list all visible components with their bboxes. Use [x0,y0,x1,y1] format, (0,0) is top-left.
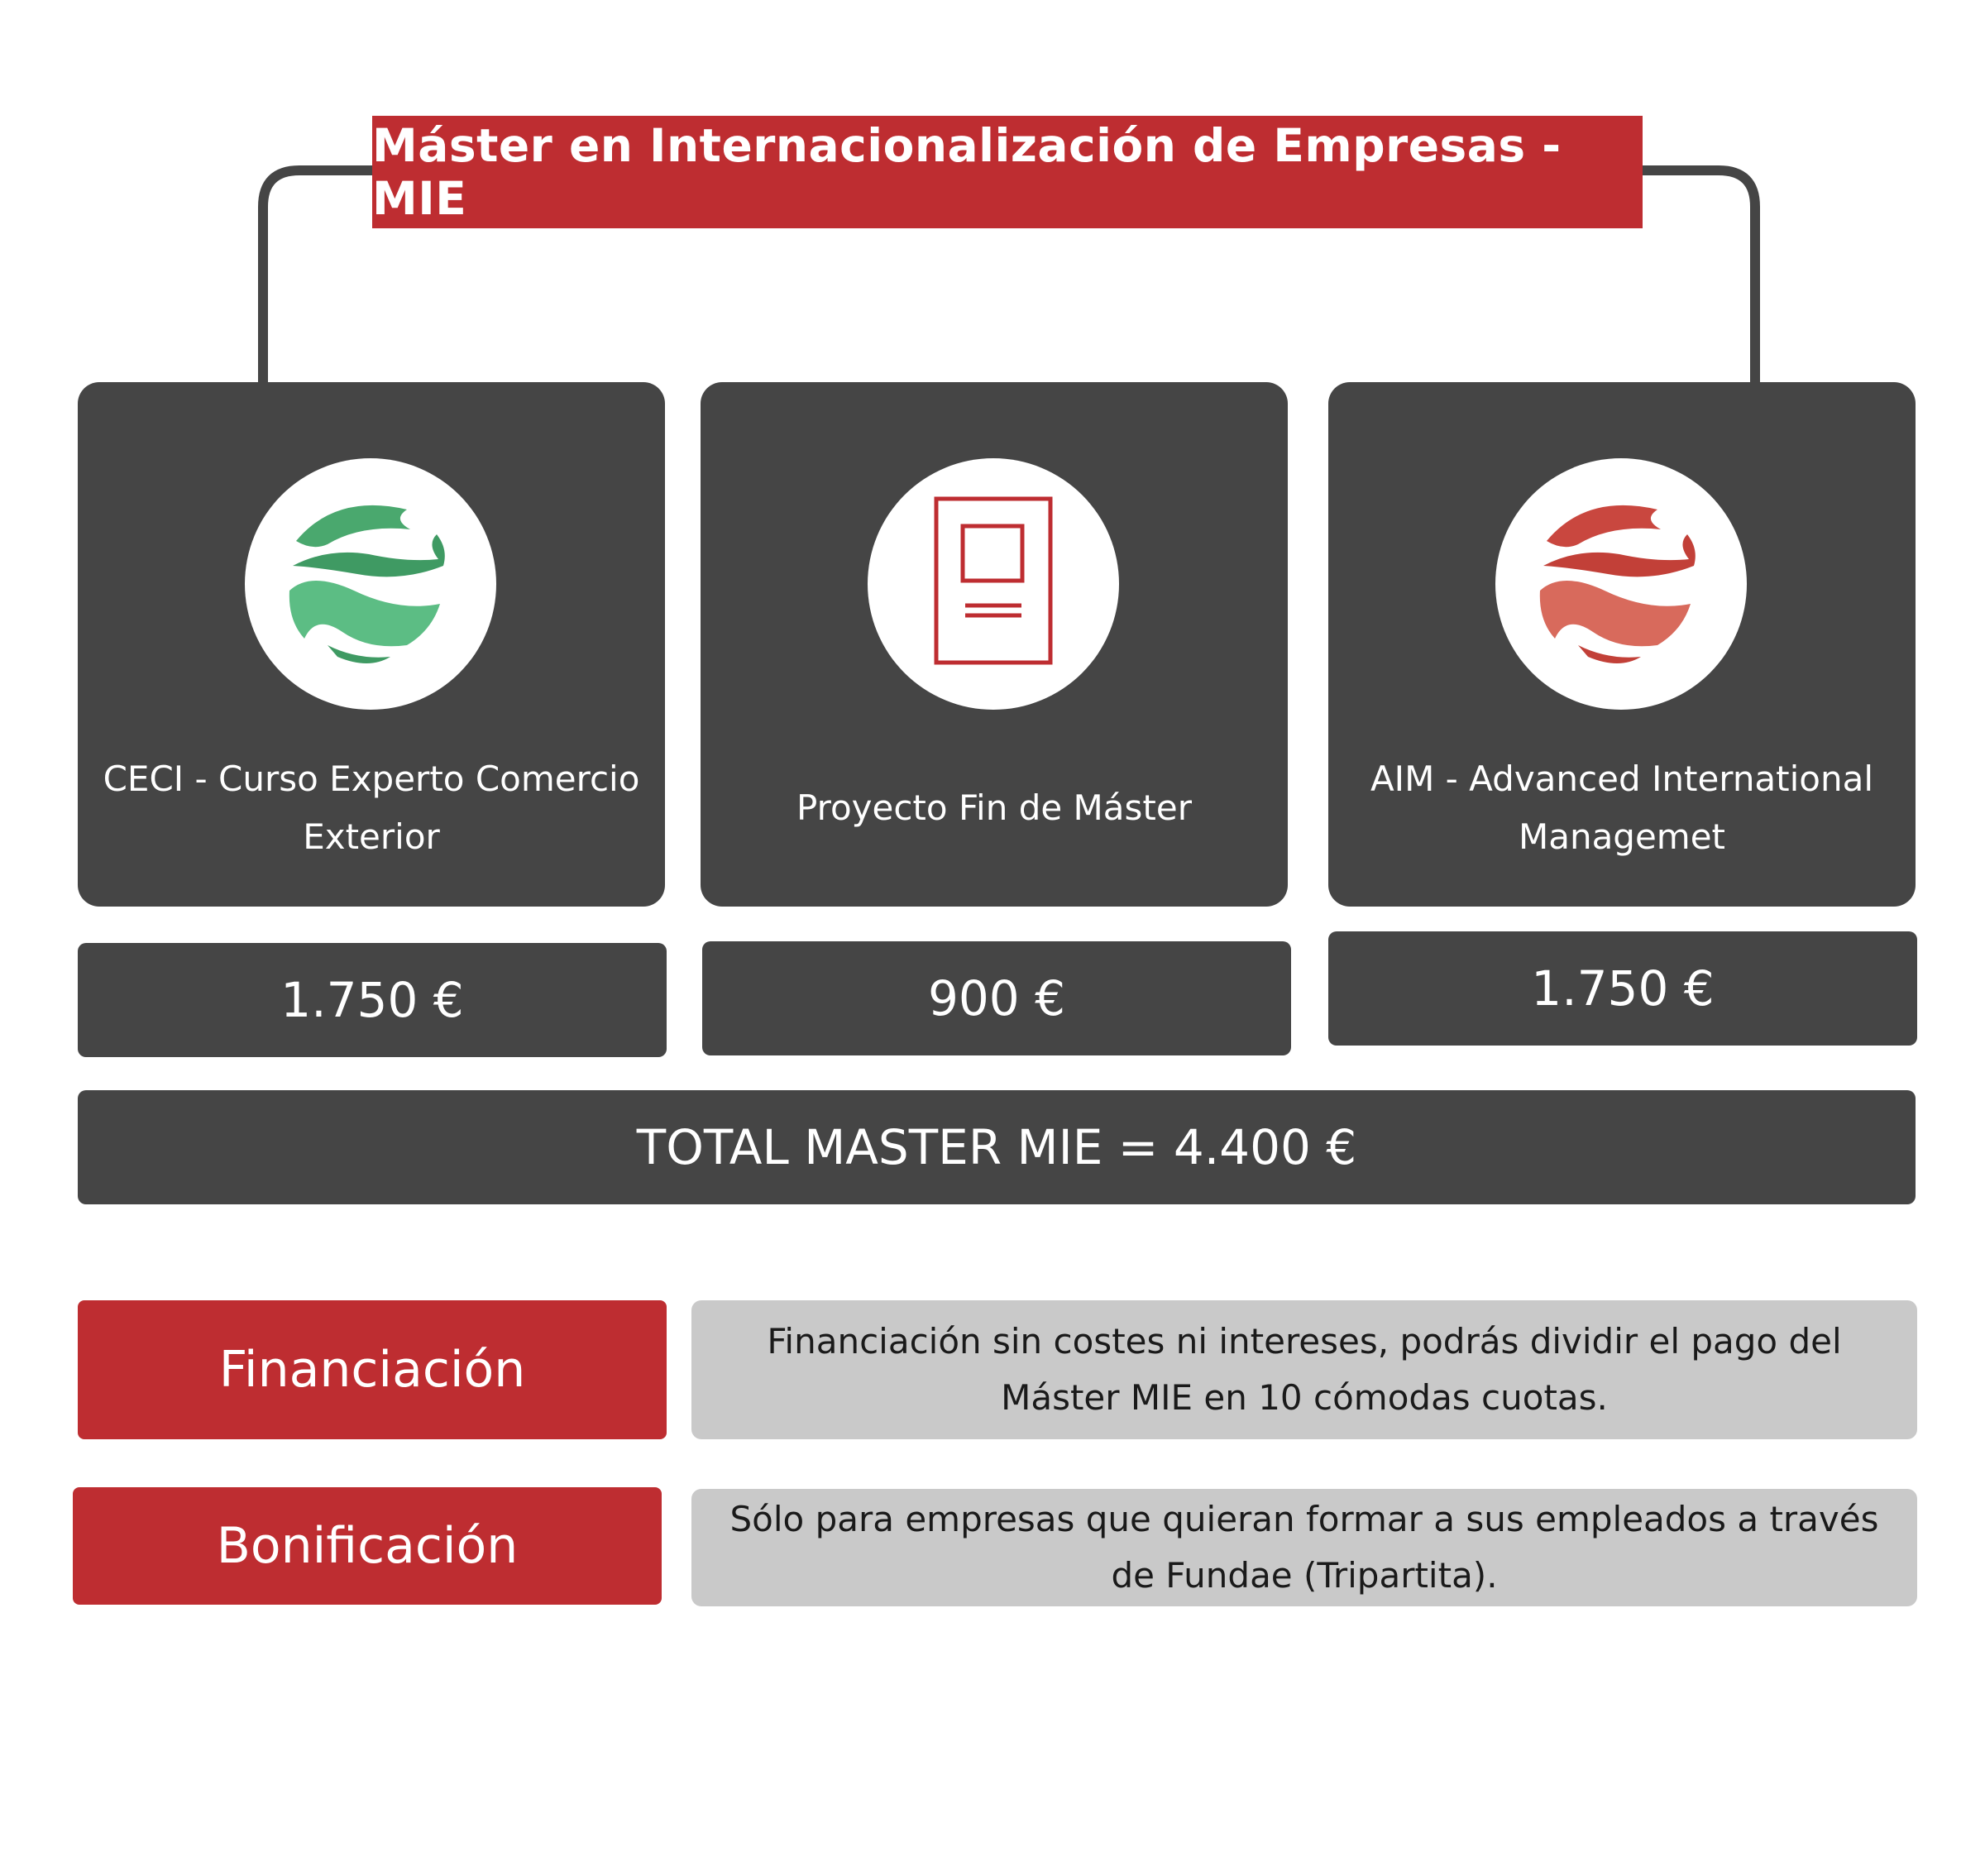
globe-logo-icon [1495,458,1747,710]
module-card-proyecto [701,382,1288,907]
info-tag-financiacion: Financiación [78,1300,667,1439]
module-label: AIM - Advanced International Managemet [1370,759,1874,857]
module-price: 1.750 € [78,943,667,1057]
module-label: Proyecto Fin de Máster [796,787,1192,828]
module-icon-circle [245,458,496,710]
module-icon-circle [868,458,1119,710]
info-text-bonificacion: Sólo para empresas que quieran formar a sus empleados a través de Fundae (Tripartita). [691,1489,1917,1606]
module-price: 900 € [702,941,1291,1055]
module-card-aim [1328,382,1916,907]
info-text-financiacion: Financiación sin costes ni intereses, podrás dividir el pago del Máster MIE en 10 cómodas cuotas. [691,1300,1917,1439]
page-title: Máster en Internacionalización de Empresas - MIE [372,119,1562,225]
module-label: CECI - Curso Experto Comercio Exterior [103,759,640,857]
module-icon-circle [1495,458,1747,710]
info-tag-bonificacion: Bonificación [73,1487,662,1605]
page-title-banner [372,116,1643,228]
globe-logo-icon [245,458,496,710]
total-banner: TOTAL MASTER MIE = 4.400 € [78,1090,1916,1204]
document-icon [868,458,1119,710]
module-price: 1.750 € [1328,931,1917,1046]
module-card-ceci [78,382,665,907]
